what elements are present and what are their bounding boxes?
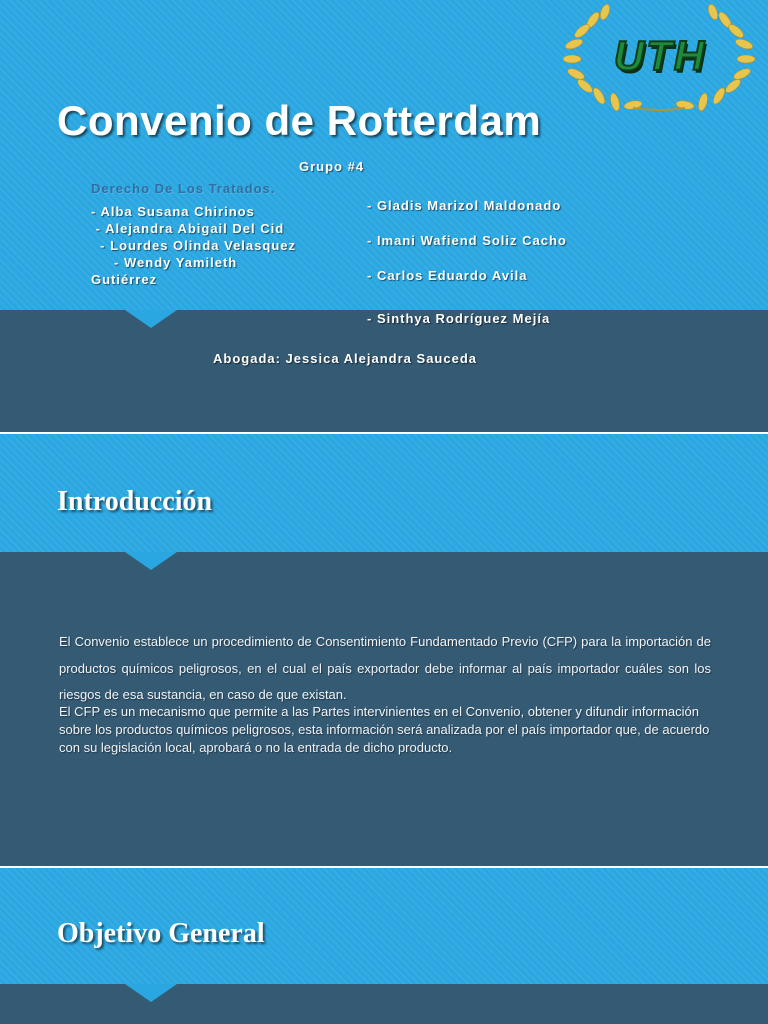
member-name: - Lourdes Olinda Velasquez: [91, 238, 296, 253]
slide-title: Convenio de Rotterdam: [57, 97, 542, 144]
member-name: - Carlos Eduardo Avila: [367, 268, 528, 283]
member-name: - Imani Wafiend Soliz Cacho: [367, 233, 567, 248]
title-slide: [0, 0, 768, 432]
objective-heading: Objetivo General: [57, 918, 265, 949]
intro-slide: [0, 434, 768, 866]
band-notch: [125, 984, 177, 1002]
member-name: - Wendy Yamileth: [91, 255, 238, 270]
band-notch: [125, 552, 177, 570]
objective-body-band: [0, 984, 768, 1024]
title-footer-band: [0, 310, 768, 432]
member-name: Gutiérrez: [91, 272, 158, 287]
intro-paragraph: El CFP es un mecanismo que permite a las Partes intervinientes en el Convenio, obtener y difundir información sobre los productos químicos peligrosos, esta información será analizada por el país importador que, de acuerdo con su legislación local, aprobará o no la entrada de dicho producto.: [59, 704, 710, 755]
band-notch: [125, 310, 177, 328]
objective-slide: [0, 868, 768, 1024]
intro-paragraph: El Convenio establece un procedimiento de Consentimiento Fundamentado Previo (CFP) para la importación de productos químicos peligrosos, en el cual el país exportador debe informar al país importador cuáles son los riesgos de esa sustancia, en caso de que existan.: [59, 634, 711, 702]
group-label: Grupo #4: [299, 159, 365, 174]
course-label: Derecho De Los Tratados.: [91, 181, 276, 196]
member-name: - Sinthya Rodríguez Mejía: [367, 311, 551, 326]
member-name: - Alejandra Abigail Del Cid: [91, 221, 285, 236]
intro-heading: Introducción: [57, 486, 213, 517]
uth-logo: [563, 4, 755, 112]
member-name: - Gladis Marizol Maldonado: [367, 198, 562, 213]
members-left: [91, 203, 296, 288]
member-name: - Alba Susana Chirinos: [91, 204, 255, 219]
uth-logo-text: UTH: [613, 32, 707, 79]
lawyer-label: Abogada: Jessica Alejandra Sauceda: [213, 351, 478, 366]
